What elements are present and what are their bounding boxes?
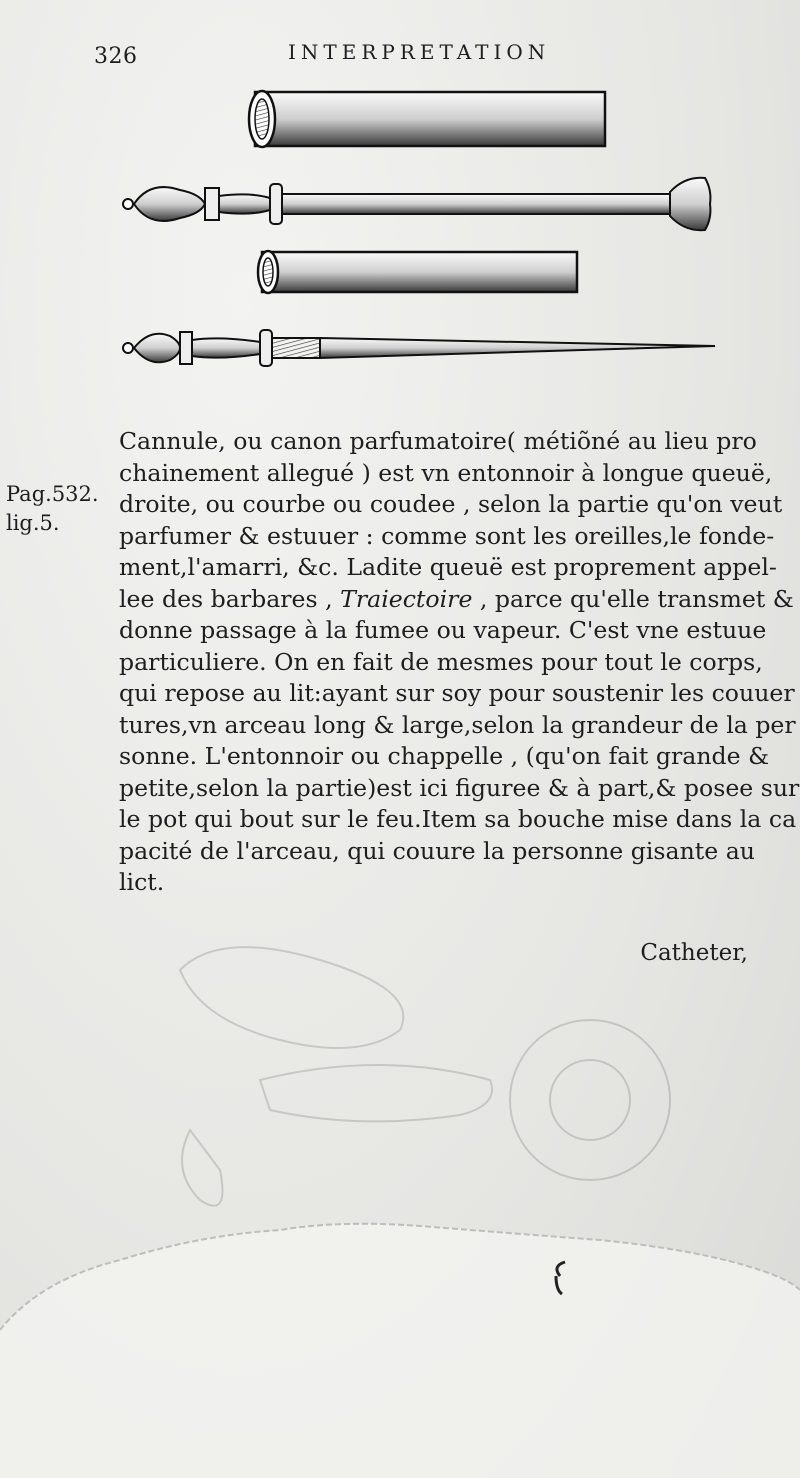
text-line: donne passage à la fumee ou vapeur. C'est vne estuue: [119, 616, 767, 644]
text-line: parfumer & estuuer : comme sont les oreilles,le fonde-: [119, 521, 775, 550]
text-line: [119, 584, 794, 616]
text-line: lict.: [119, 868, 165, 896]
tube-short-icon: [258, 251, 577, 293]
catchword: Catheter,: [640, 940, 748, 966]
text-line: droite, ou courbe ou coudee , selon la partie qu'on veut: [119, 490, 783, 518]
page-number: 326: [94, 44, 138, 69]
text-line: chainement allegué ) est vn entonnoir à longue queuë,: [119, 458, 773, 487]
body-paragraph: [119, 426, 800, 899]
pointed-rod-icon: [123, 330, 715, 366]
text-line: tures,vn arceau long & large,selon la grandeur de la per: [119, 710, 796, 739]
running-head: INTERPRETATION: [288, 40, 551, 64]
text-line: le pot qui bout sur le feu.Item sa bouche mise dans la ca: [119, 805, 797, 833]
text-line: Cannule, ou canon parfumatoire( métiõné au lieu pro: [119, 427, 757, 455]
text-line: qui repose au lit:ayant sur soy pour soustenir les couuer: [119, 679, 795, 707]
text-line: petite,selon la partie)est ici figuree & à part,& posee sur: [119, 773, 800, 802]
text-line: ment,l'amarri, &c. Ladite queuë est proprement appel-: [119, 553, 777, 581]
margin-reference-line: Pag.532.: [6, 482, 99, 506]
text-line: sonne. L'entonnoir ou chappelle , (qu'on fait grande &: [119, 742, 770, 770]
margin-reference-line: lig.5.: [6, 511, 60, 535]
baluster-rod-icon: [123, 178, 710, 230]
text-segment: lee des barbares ,: [119, 584, 341, 613]
italic-term: Traiectoire: [340, 584, 473, 613]
woodcut-illustration: [110, 80, 730, 380]
margin-reference: [6, 480, 99, 538]
instrument-woodcut: [110, 80, 730, 380]
text-line: pacité de l'arceau, qui couure la personne gisante au: [119, 836, 755, 865]
text-line: particuliere. On en fait de mesmes pour tout le corps,: [119, 647, 763, 676]
water-stain: [0, 1210, 800, 1478]
show-through-illustration: [160, 930, 720, 1230]
tube-wide-icon: [249, 91, 605, 147]
text-segment: , parce qu'elle transmet &: [472, 584, 794, 613]
